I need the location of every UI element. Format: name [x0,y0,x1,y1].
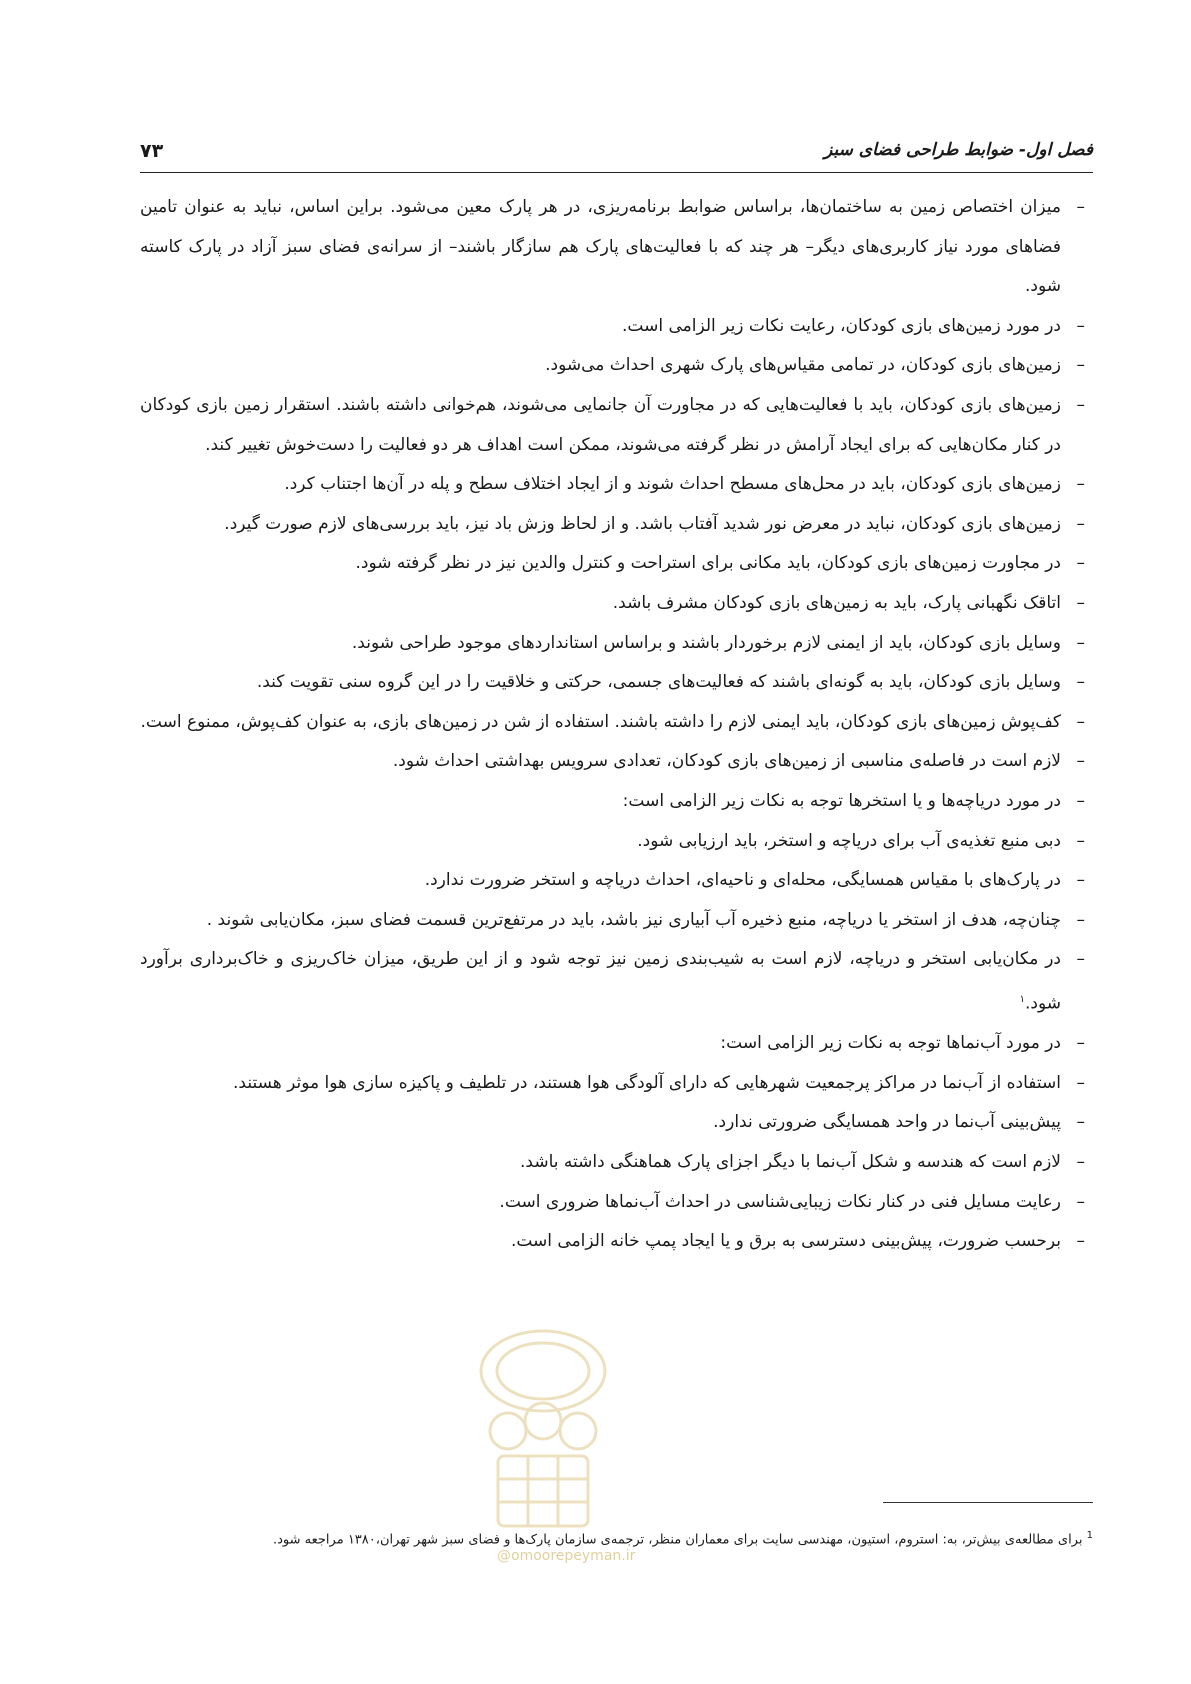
list-item [140,1024,1093,1064]
bullet-dash: – [1076,355,1085,376]
item-text: وسایل بازی کودکان، باید به گونه‌ای باشند که فعالیت‌های جسمی، حرکتی و خلاقیت را در این گروه سنی تقویت کند. [256,672,1061,693]
footnote-divider [883,1502,1093,1503]
list-item [140,346,1093,386]
list-item [140,584,1093,624]
bullet-dash: – [1076,1072,1085,1093]
item-text: استفاده از آب‌نما در مراکز پرجمعیت شهرهایی که دارای آلودگی هوا هستند، در تلطیف و پاکیزه سازی هوا موثر هستند. [233,1072,1061,1093]
item-text: در مجاورت زمین‌های بازی کودکان، باید مکانی برای استراحت و کنترل والدین نیز در نظر گرفته شود. [355,553,1061,574]
bullet-dash: – [1076,1151,1085,1172]
body-text [140,188,1093,1262]
list-item [140,901,1093,941]
list-item [140,822,1093,862]
page-number: ۷۳ [140,140,164,162]
item-text: چنان‌چه، هدف از استخر یا دریاچه، منبع ذخیره آب آبیاری نیز باشد، باید در مرتفع‌ترین قسمت فضای سبز، مکان‌یابی شوند . [206,909,1061,930]
bullet-dash: – [1076,474,1085,495]
watermark-seal-icon [468,1316,618,1546]
bullet-dash: – [1076,1191,1085,1212]
bullet-dash: – [1076,1112,1085,1133]
item-text: پیش‌بینی آب‌نما در واحد همسایگی ضرورتی ندارد. [713,1112,1061,1133]
bullet-dash: – [1076,870,1085,891]
list-item [140,386,1093,465]
list-item [140,1222,1093,1262]
chapter-title: فصل اول- ضوابط طراحی فضای سبز [824,140,1093,160]
bullet-dash: – [1076,632,1085,653]
item-text: زمین‌های بازی کودکان، نباید در معرض نور شدید آفتاب باشد. و از لحاظ وزش باد نیز، باید بررسی‌های لازم صورت گیرد. [224,513,1061,534]
item-text: برحسب ضرورت، پیش‌بینی دسترسی به برق و یا ایجاد پمپ خانه الزامی است. [510,1231,1061,1252]
item-text: در پارک‌های با مقیاس همسایگی، محله‌ای و ناحیه‌ای، احداث دریاچه و استخر ضرورت ندارد. [424,870,1061,891]
list-item [140,1143,1093,1183]
item-text: وسایل بازی کودکان، باید از ایمنی لازم برخوردار باشند و براساس استانداردهای موجود طراحی شوند. [351,632,1061,653]
bullet-dash: – [1076,1033,1085,1054]
bullet-dash: – [1076,830,1085,851]
bullet-dash: – [1076,672,1085,693]
list-item [140,861,1093,901]
list-item [140,1183,1093,1223]
page-header [140,140,1093,174]
bullet-dash: – [1076,711,1085,732]
list-item [140,505,1093,545]
item-text: در مکان‌یابی استخر و دریاچه، لازم است به شیب‌بندی زمین نیز توجه شود و از این طریق، میزان خاک‌ریزی و خاک‌برداری برآورد شود. [140,949,1061,1014]
item-text: کف‌پوش زمین‌های بازی کودکان، باید ایمنی لازم را داشته باشند. استفاده از شن در زمین‌های بازی، به عنوان کف‌پوش، ممنوع است. [140,711,1061,732]
list-item [140,544,1093,584]
list-item [140,624,1093,664]
item-text: اتاقک نگهبانی پارک، باید به زمین‌های بازی کودکان مشرف باشد. [612,592,1061,613]
item-text: در مورد زمین‌های بازی کودکان، رعایت نکات زیر الزامی است. [622,315,1061,336]
item-text: لازم است در فاصله‌ی مناسبی از زمین‌های بازی کودکان، تعدادی سرویس بهداشتی احداث شود. [392,751,1061,772]
list-item [140,663,1093,703]
item-text: میزان اختصاص زمین به ساختمان‌ها، براساس ضوابط برنامه‌ریزی، در هر پارک معین می‌شود. براین اساس، نباید به عنوان تامین فضاهای مورد نیاز کاربری‌های دیگر– هر چند که با فعالیت‌های پارک هم سازگار باشند– از سرانه‌ی فضای سبز آزاد در پارک کاسته شود. [140,197,1061,297]
footnote-marker: 1 [1086,1530,1093,1541]
list-item [140,1103,1093,1143]
footnote-text: برای مطالعه‌ی بیش‌تر، به: استروم، استیون، مهندسی سایت برای معماران منظر، ترجمه‌ی سازمان پارک‌ها و فضای سبز شهر تهران،۱۳۸۰ مراجعه شود. [272,1532,1083,1548]
item-text: در مورد آب‌نماها توجه به نکات زیر الزامی است: [720,1033,1061,1054]
item-text: زمین‌های بازی کودکان، در تمامی مقیاس‌های پارک شهری احداث می‌شود. [545,355,1061,376]
list-item [140,782,1093,822]
list-item [140,188,1093,307]
watermark-url: @omoorepeyman.ir [497,1548,636,1564]
list-item [140,1064,1093,1104]
bullet-dash: – [1076,751,1085,772]
list-item [140,703,1093,743]
bullet-dash: – [1076,394,1085,415]
item-text: لازم است که هندسه و شکل آب‌نما با دیگر اجزای پارک هماهنگی داشته باشد. [520,1151,1061,1172]
item-text: زمین‌های بازی کودکان، باید با فعالیت‌هایی که در مجاورت آن جانمایی می‌شوند، هم‌خوانی داشته باشند. استقرار زمین بازی کودکان در کنار مکان‌هایی که برای ایجاد آرامش در نظر گرفته می‌شوند، ممکن است اهداف هر دو فعالیت را دست‌خوش تغییر کند. [140,394,1061,455]
bullet-dash: – [1076,197,1085,217]
bullet-dash: – [1076,315,1085,336]
item-text: زمین‌های بازی کودکان، باید در محل‌های مسطح احداث شوند و از ایجاد اختلاف سطح و پله در آن‌ها اجتناب کرد. [284,474,1061,495]
item-text: دبی منبع تغذیه‌ی آب برای دریاچه و استخر، باید ارزیابی شود. [637,830,1061,851]
footnote [140,1526,1093,1550]
list-item [140,940,1093,1024]
bullet-dash: – [1076,513,1085,534]
bullet-dash: – [1076,1231,1085,1252]
bullet-dash: – [1076,790,1085,811]
header-divider [140,172,1093,173]
list-item [140,307,1093,347]
bullet-dash: – [1076,592,1085,613]
bullet-dash: – [1076,909,1085,930]
footnote-reference[interactable]: ۱ [1019,993,1025,1005]
bullet-dash: – [1076,949,1085,970]
bullet-dash: – [1076,553,1085,574]
list-item [140,742,1093,782]
item-text: رعایت مسایل فنی در کنار نکات زیبایی‌شناسی در احداث آب‌نماها ضروری است. [499,1191,1061,1212]
list-item [140,465,1093,505]
item-text: در مورد دریاچه‌ها و یا استخرها توجه به نکات زیر الزامی است: [622,790,1061,811]
